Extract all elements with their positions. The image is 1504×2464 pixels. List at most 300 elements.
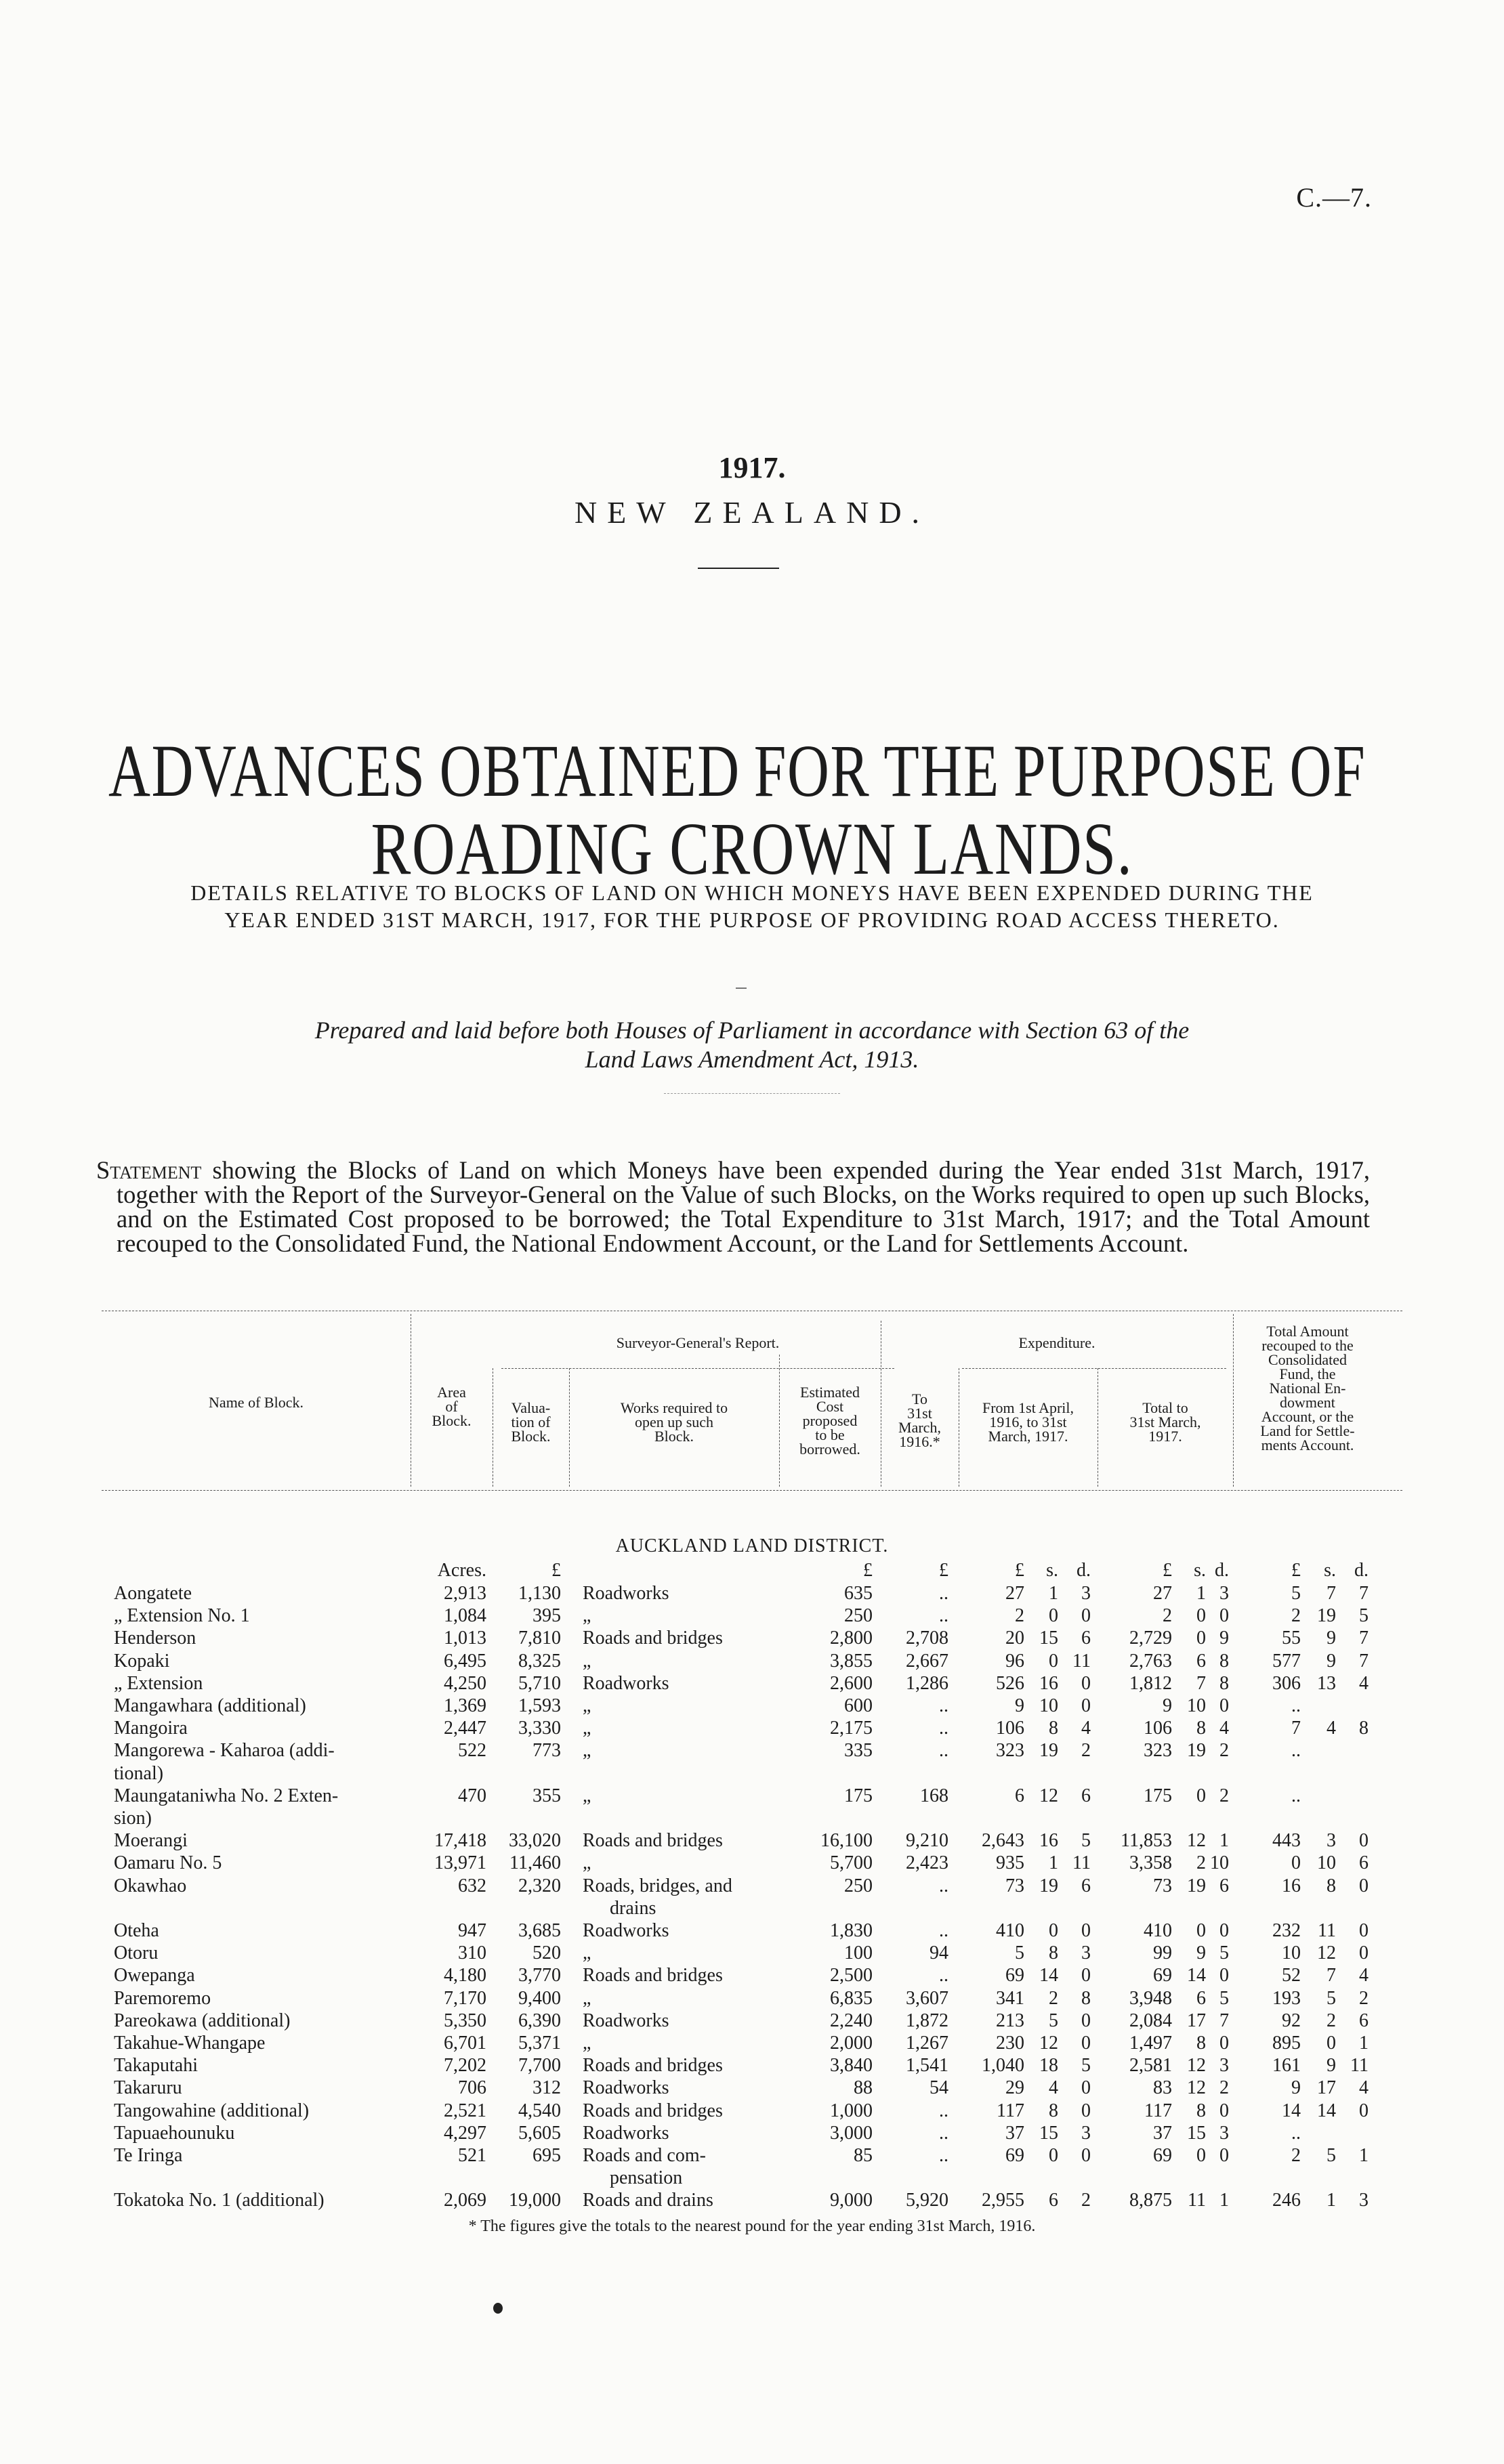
cell-area: 13,971 (434, 1852, 486, 1874)
cell-rec-shillings: 5 (1327, 2145, 1336, 2166)
cell-exp-pence: 5 (1081, 2055, 1091, 2077)
cell-to1916: .. (939, 2122, 948, 2144)
cell-area: 1,013 (444, 1628, 486, 1649)
cell-valuation: 8,325 (518, 1650, 561, 1672)
cell-total-shillings: 8 (1196, 2100, 1206, 2121)
header-line: 31st March, (1129, 1414, 1201, 1430)
cell-total-shillings: 2 (1196, 1852, 1206, 1874)
cell-exp-pence: 0 (1081, 2077, 1091, 2099)
cell-total-shillings: 19 (1187, 1740, 1206, 1762)
cell-exp-pence: 8 (1081, 1987, 1091, 2009)
cell-exp-pounds: 2 (1015, 1605, 1024, 1627)
cell-total-pounds: 99 (1153, 1942, 1172, 1964)
cell-valuation: 312 (532, 2077, 561, 2099)
cell-valuation: 355 (532, 1785, 561, 1806)
cell-exp-shillings: 8 (1049, 2100, 1058, 2121)
cell-exp-pounds: 526 (996, 1672, 1024, 1694)
cell-area: 17,418 (434, 1830, 486, 1852)
cell-rec-pence: 0 (1359, 2100, 1369, 2121)
cell-total-pence: 0 (1219, 2100, 1229, 2121)
subtitle-line-2: YEAR ENDED 31ST MARCH, 1917, FOR THE PURPOSE OF PROVIDING ROAD ACCESS THERETO. (224, 908, 1280, 932)
cell-exp-shillings: 0 (1049, 1650, 1058, 1672)
cell-to1916: .. (939, 1965, 948, 1987)
cell-estimated: 175 (844, 1785, 873, 1806)
cell-works: Roadworks (583, 1583, 669, 1604)
block-name-continued: sion) (114, 1807, 152, 1829)
cell-rec-shillings: 2 (1327, 2010, 1336, 2031)
cell-total-shillings: 8 (1196, 1718, 1206, 1739)
cell-works: Roadworks (583, 2122, 669, 2144)
cell-exp-pence: 3 (1081, 2122, 1091, 2144)
cell-rec-pence: 4 (1359, 2077, 1369, 2099)
cell-total-shillings: 19 (1187, 1875, 1206, 1896)
cell-rec-pounds: 10 (1282, 1942, 1301, 1964)
block-name: „ Extension No. 1 (114, 1605, 250, 1627)
block-name: Oamaru No. 5 (114, 1852, 222, 1874)
cell-estimated: 600 (844, 1695, 873, 1716)
header-line: 31st (907, 1405, 932, 1422)
cell-area: 7,202 (444, 2055, 486, 2077)
header-line: borrowed. (799, 1441, 860, 1458)
cell-rec-shillings: 9 (1327, 2055, 1336, 2077)
cell-exp-pence: 0 (1081, 1965, 1091, 1987)
cell-exp-shillings: 0 (1049, 1920, 1058, 1941)
cell-rec-pence: 1 (1359, 2033, 1369, 2054)
cell-works: Roads and bridges (583, 1965, 723, 1987)
header-line: Consolidated (1268, 1351, 1348, 1368)
cell-total-pence: 0 (1219, 1605, 1229, 1627)
cell-rec-pence: 0 (1359, 1920, 1369, 1941)
cell-exp-shillings: 14 (1039, 1965, 1058, 1987)
divider (736, 987, 747, 989)
block-name: Takaputahi (114, 2055, 198, 2077)
header-line: to be (815, 1426, 845, 1443)
cell-total-pounds: 1,812 (1129, 1672, 1172, 1694)
cell-area: 2,069 (444, 2190, 486, 2211)
cell-exp-shillings: 10 (1039, 1695, 1058, 1716)
header-line: March, (898, 1419, 941, 1436)
cell-area: 706 (458, 2077, 486, 2099)
cell-exp-shillings: 16 (1039, 1830, 1058, 1852)
cell-rec-shillings: 11 (1318, 1920, 1336, 1941)
cell-total-shillings: 0 (1196, 1920, 1206, 1941)
ink-dot (493, 2303, 503, 2314)
cell-total-pounds: 2,729 (1129, 1628, 1172, 1649)
table-row (0, 2122, 1504, 2145)
cell-total-pounds: 69 (1153, 2145, 1172, 2166)
cell-total-pence: 2 (1219, 2077, 1229, 2099)
cell-rec-pounds: 161 (1272, 2055, 1301, 2077)
cell-exp-pence: 5 (1081, 1830, 1091, 1852)
cell-estimated: 6,835 (830, 1987, 873, 2009)
expenditure-group-header: Expenditure. (1018, 1334, 1095, 1351)
cell-exp-shillings: 12 (1039, 1785, 1058, 1806)
cell-total-shillings: 7 (1196, 1672, 1206, 1694)
cell-total-pounds: 2 (1163, 1605, 1172, 1627)
cell-total-shillings: 0 (1196, 1628, 1206, 1649)
cell-area: 947 (458, 1920, 486, 1941)
cell-valuation: 3,330 (518, 1718, 561, 1739)
header-line: 1916, to 31st (989, 1414, 1067, 1430)
cell-total-pence: 0 (1219, 1695, 1229, 1716)
block-name: Maungataniwha No. 2 Exten- (114, 1785, 339, 1806)
header-line: Total to (1142, 1399, 1188, 1416)
cell-area: 6,701 (444, 2033, 486, 2054)
table-row (0, 1785, 1504, 1829)
table-row (0, 1717, 1504, 1740)
cell-area: 4,250 (444, 1672, 486, 1694)
cell-total-pounds: 27 (1153, 1583, 1172, 1604)
cell-exp-pounds: 69 (1005, 1965, 1024, 1987)
footnote: * The figures give the totals to the nearest pound for the year ending 31st March, 1916. (468, 2217, 1036, 2235)
header-line: Block. (432, 1412, 472, 1429)
cell-works: Roads and drains (583, 2190, 713, 2211)
cell-estimated: 2,000 (830, 2033, 873, 2054)
header-line: proposed (802, 1412, 858, 1429)
cell-estimated: 9,000 (830, 2190, 873, 2211)
cell-total-pence: 8 (1219, 1650, 1229, 1672)
cell-estimated: 250 (844, 1605, 873, 1627)
cell-valuation: 395 (532, 1605, 561, 1627)
table-row (0, 1829, 1504, 1852)
cell-rec-pence: 8 (1359, 1718, 1369, 1739)
cell-total-pence: 0 (1219, 1920, 1229, 1941)
col-header-total-1917 (1098, 1401, 1233, 1443)
cell-rec-pounds: .. (1291, 2122, 1301, 2144)
cell-total-pounds: 106 (1144, 1718, 1172, 1739)
cell-rec-shillings: 0 (1327, 2033, 1336, 2054)
cell-estimated: 3,000 (830, 2122, 873, 2144)
units-row: Acres. £ £ £ £ s. d. £ s. d. £ s. d. (437, 1560, 1369, 1581)
table-row (0, 1582, 1504, 1605)
divider (664, 1093, 840, 1094)
cell-works: Roads, bridges, and (583, 1875, 732, 1896)
block-name: Takahue-Whangape (114, 2033, 266, 2054)
header-line: ments Account. (1261, 1437, 1354, 1453)
table-row (0, 1605, 1504, 1628)
cell-works: Roadworks (583, 1920, 669, 1941)
subtitle-line-1: DETAILS RELATIVE TO BLOCKS OF LAND ON WHICH MONEYS HAVE BEEN EXPENDED DURING THE (190, 880, 1314, 905)
cell-rec-pounds: .. (1291, 1695, 1301, 1716)
cell-to1916: .. (939, 1740, 948, 1762)
cell-rec-pence: 0 (1359, 1830, 1369, 1852)
cell-total-pence: 0 (1219, 2033, 1229, 2054)
title-word: FOR (753, 729, 871, 812)
cell-to1916: 2,667 (906, 1650, 948, 1672)
block-name: Oteha (114, 1920, 159, 1941)
cell-estimated: 2,240 (830, 2010, 873, 2031)
block-name: „ Extension (114, 1672, 203, 1694)
main-title-line-2: ROADING CROWN LANDS. (371, 807, 1133, 890)
cell-exp-pounds: 37 (1005, 2122, 1024, 2144)
table-row (0, 1942, 1504, 1965)
title-word: PURPOSE (1013, 729, 1276, 812)
cell-rec-pence: 0 (1359, 1942, 1369, 1964)
cell-rec-pence: 7 (1359, 1628, 1369, 1649)
header-line: recouped to the (1261, 1337, 1354, 1354)
cell-total-pence: 9 (1219, 1628, 1229, 1649)
cell-works: „ (583, 1942, 591, 1964)
cell-estimated: 250 (844, 1875, 873, 1896)
cell-works: Roads and bridges (583, 1628, 723, 1649)
year-heading: 1917. (718, 451, 786, 484)
prepared-line-2: Land Laws Amendment Act, 1913. (585, 1046, 919, 1073)
cell-exp-shillings: 1 (1049, 1852, 1058, 1874)
cell-total-pence: 7 (1219, 2010, 1229, 2031)
block-name: Te Iringa (114, 2145, 183, 2166)
cell-exp-pence: 6 (1081, 1875, 1091, 1896)
cell-area: 2,447 (444, 1718, 486, 1739)
cell-to1916: 2,423 (906, 1852, 948, 1874)
table-row (0, 1739, 1504, 1784)
cell-rec-shillings: 12 (1317, 1942, 1336, 1964)
cell-rec-pounds: 9 (1291, 2077, 1301, 2099)
cell-total-pounds: 83 (1153, 2077, 1172, 2099)
cell-rec-pounds: 443 (1272, 1830, 1301, 1852)
cell-to1916: 3,607 (906, 1987, 948, 2009)
table-row (0, 1919, 1504, 1942)
cell-total-pounds: 2,581 (1129, 2055, 1172, 2077)
cell-rec-shillings: 13 (1317, 1672, 1336, 1694)
cell-estimated: 2,800 (830, 1628, 873, 1649)
cell-exp-pence: 3 (1081, 1942, 1091, 1964)
cell-area: 2,521 (444, 2100, 486, 2121)
divider (698, 568, 779, 569)
table-row (0, 2144, 1504, 2189)
cell-total-pence: 5 (1219, 1987, 1229, 2009)
header-line: National En- (1269, 1380, 1346, 1397)
cell-estimated: 100 (844, 1942, 873, 1964)
cell-exp-pence: 3 (1081, 1583, 1091, 1604)
cell-exp-shillings: 1 (1049, 1583, 1058, 1604)
district-heading: AUCKLAND LAND DISTRICT. (615, 1535, 889, 1556)
header-line: Total Amount (1266, 1323, 1349, 1340)
cell-works: Roads and com- (583, 2145, 706, 2166)
cell-valuation: 3,770 (518, 1965, 561, 1987)
surveyor-general-group-header: Surveyor-General's Report. (616, 1334, 780, 1351)
cell-rec-pounds: 232 (1272, 1920, 1301, 1941)
block-name: Paremoremo (114, 1987, 211, 2009)
cell-exp-pence: 0 (1081, 2145, 1091, 2166)
cell-total-shillings: 17 (1187, 2010, 1206, 2031)
table-row (0, 1987, 1504, 2010)
cell-rec-pounds: 52 (1282, 1965, 1301, 1987)
cell-exp-pounds: 230 (996, 2033, 1024, 2054)
cell-exp-pence: 4 (1081, 1718, 1091, 1739)
cell-total-shillings: 10 (1187, 1695, 1206, 1716)
cell-estimated: 3,840 (830, 2055, 873, 2077)
cell-rec-pounds: 16 (1282, 1875, 1301, 1896)
cell-exp-shillings: 8 (1049, 1718, 1058, 1739)
cell-rec-pence: 1 (1359, 2145, 1369, 2166)
header-line: 1917. (1148, 1428, 1182, 1445)
cell-total-pounds: 3,948 (1129, 1987, 1172, 2009)
table-row (0, 1875, 1504, 1919)
cell-works-continued: pensation (610, 2167, 683, 2189)
header-line: Land for Settle- (1260, 1422, 1355, 1439)
cell-exp-pounds: 935 (996, 1852, 1024, 1874)
cell-exp-pounds: 323 (996, 1740, 1024, 1762)
cell-works: „ (583, 1785, 591, 1806)
cell-to1916: 1,267 (906, 2033, 948, 2054)
cell-rec-pounds: 0 (1291, 1852, 1301, 1874)
table-row (0, 2032, 1504, 2055)
cell-to1916: .. (939, 1695, 948, 1716)
cell-exp-pounds: 410 (996, 1920, 1024, 1941)
col-header-name: Name of Block. (209, 1394, 304, 1411)
header-line: From 1st April, (982, 1399, 1074, 1416)
header-line: Account, or the (1261, 1408, 1354, 1425)
cell-total-shillings: 12 (1187, 2055, 1206, 2077)
cell-rec-pence: 6 (1359, 1852, 1369, 1874)
cell-exp-shillings: 5 (1049, 2010, 1058, 2031)
cell-valuation: 9,400 (518, 1987, 561, 2009)
cell-rec-shillings: 10 (1317, 1852, 1336, 1874)
cell-valuation: 2,320 (518, 1875, 561, 1896)
cell-to1916: .. (939, 2100, 948, 2121)
cell-rec-pence: 6 (1359, 2010, 1369, 2031)
table-row (0, 2077, 1504, 2100)
cell-total-shillings: 15 (1187, 2122, 1206, 2144)
cell-valuation: 695 (532, 2145, 561, 2166)
cell-valuation: 19,000 (509, 2190, 561, 2211)
cell-exp-shillings: 8 (1049, 1942, 1058, 1964)
header-line: Area (437, 1384, 466, 1401)
header-line: Works required to (620, 1399, 728, 1416)
cell-total-pounds: 410 (1144, 1920, 1172, 1941)
header-line: Valua- (511, 1399, 551, 1416)
header-line: Estimated (800, 1384, 860, 1401)
header-line: Block. (654, 1428, 694, 1445)
cell-rec-pounds: 306 (1272, 1672, 1301, 1694)
block-name: Moerangi (114, 1830, 188, 1852)
cell-to1916: 1,872 (906, 2010, 948, 2031)
cell-total-pounds: 1,497 (1129, 2033, 1172, 2054)
cell-total-pence: 6 (1219, 1875, 1229, 1896)
header-line: To (912, 1390, 927, 1407)
cell-valuation: 773 (532, 1740, 561, 1762)
cell-to1916: 5,920 (906, 2190, 948, 2211)
block-name: Mangorewa - Kaharoa (addi- (114, 1740, 335, 1762)
cell-total-pounds: 323 (1144, 1740, 1172, 1762)
cell-total-pence: 1 (1219, 2190, 1229, 2211)
cell-exp-pence: 0 (1081, 1695, 1091, 1716)
prepared-line-1: Prepared and laid before both Houses of Parliament in accordance with Section 63 of the (314, 1017, 1190, 1044)
cell-rec-shillings: 4 (1327, 1718, 1336, 1739)
cell-exp-pence: 0 (1081, 2010, 1091, 2031)
cell-rec-shillings: 9 (1327, 1628, 1336, 1649)
header-line: dowment (1280, 1394, 1335, 1411)
cell-rec-shillings: 14 (1317, 2100, 1336, 2121)
cell-total-pence: 5 (1219, 1942, 1229, 1964)
cell-total-shillings: 6 (1196, 1650, 1206, 1672)
block-name: Tangowahine (additional) (114, 2100, 310, 2121)
cell-estimated: 635 (844, 1583, 873, 1604)
header-line: Block. (511, 1428, 551, 1445)
block-name: Tapuaehounuku (114, 2122, 235, 2144)
cell-estimated: 2,500 (830, 1965, 873, 1987)
cell-works: Roads and bridges (583, 2100, 723, 2121)
cell-works: Roadworks (583, 1672, 669, 1694)
cell-exp-pounds: 96 (1005, 1650, 1024, 1672)
cell-valuation: 6,390 (518, 2010, 561, 2031)
cell-area: 5,350 (444, 2010, 486, 2031)
cell-exp-shillings: 19 (1039, 1740, 1058, 1762)
cell-total-pence: 3 (1219, 2122, 1229, 2144)
cell-estimated: 2,600 (830, 1672, 873, 1694)
cell-rec-pounds: 92 (1282, 2010, 1301, 2031)
statement-lead: Statement (96, 1156, 202, 1184)
cell-estimated: 2,175 (830, 1718, 873, 1739)
cell-rec-shillings: 9 (1327, 1650, 1336, 1672)
cell-exp-pounds: 106 (996, 1718, 1024, 1739)
cell-exp-pounds: 117 (997, 2100, 1024, 2121)
cell-rec-pence: 11 (1350, 2055, 1369, 2077)
block-name: Tokatoka No. 1 (additional) (114, 2190, 325, 2211)
cell-to1916: 2,708 (906, 1628, 948, 1649)
cell-exp-shillings: 4 (1049, 2077, 1058, 2099)
cell-rec-pence: 5 (1359, 1605, 1369, 1627)
cell-exp-pence: 0 (1081, 1605, 1091, 1627)
cell-exp-pence: 0 (1081, 2100, 1091, 2121)
cell-area: 2,913 (444, 1583, 486, 1604)
cell-works: „ (583, 1605, 591, 1627)
cell-exp-shillings: 0 (1049, 1605, 1058, 1627)
cell-works: „ (583, 1650, 591, 1672)
cell-exp-shillings: 15 (1039, 2122, 1058, 2144)
header-line: tion of (511, 1414, 551, 1430)
cell-total-pounds: 69 (1153, 1965, 1172, 1987)
cell-estimated: 3,855 (830, 1650, 873, 1672)
cell-total-pence: 4 (1219, 1718, 1229, 1739)
cell-exp-pounds: 27 (1005, 1583, 1024, 1604)
col-header-to-1916 (881, 1392, 959, 1449)
cell-rec-pence: 0 (1359, 1875, 1369, 1896)
block-name: Takaruru (114, 2077, 182, 2099)
block-name-continued: tional) (114, 1762, 164, 1784)
cell-exp-pence: 11 (1072, 1852, 1091, 1874)
table-row (0, 1964, 1504, 1987)
col-header-from-1916 (959, 1401, 1098, 1443)
col-header-recouped (1233, 1324, 1382, 1452)
statement-paragraph (96, 1158, 1370, 1256)
cell-to1916: 1,541 (906, 2055, 948, 2077)
cell-valuation: 5,605 (518, 2122, 561, 2144)
cell-valuation: 1,593 (518, 1695, 561, 1716)
cell-to1916: 54 (929, 2077, 948, 2099)
cell-total-pounds: 175 (1144, 1785, 1172, 1806)
cell-rec-pounds: 246 (1272, 2190, 1301, 2211)
cell-area: 632 (458, 1875, 486, 1896)
cell-rec-pounds: .. (1291, 1785, 1301, 1806)
cell-rec-pence: 3 (1359, 2190, 1369, 2211)
cell-estimated: 88 (854, 2077, 873, 2099)
cell-area: 6,495 (444, 1650, 486, 1672)
table-row (0, 2100, 1504, 2123)
table-row (0, 1672, 1504, 1695)
cell-exp-pence: 0 (1081, 1672, 1091, 1694)
cell-exp-pounds: 1,040 (982, 2055, 1024, 2077)
cell-total-pence: 8 (1219, 1672, 1229, 1694)
cell-works: Roadworks (583, 2010, 669, 2031)
cell-total-pence: 3 (1219, 1583, 1229, 1604)
cell-to1916: 168 (920, 1785, 948, 1806)
main-title-line-1 (108, 728, 1366, 814)
cell-to1916: .. (939, 1875, 948, 1896)
cell-total-pence: 2 (1219, 1785, 1229, 1806)
cell-area: 4,180 (444, 1965, 486, 1987)
block-name: Otoru (114, 1942, 159, 1964)
